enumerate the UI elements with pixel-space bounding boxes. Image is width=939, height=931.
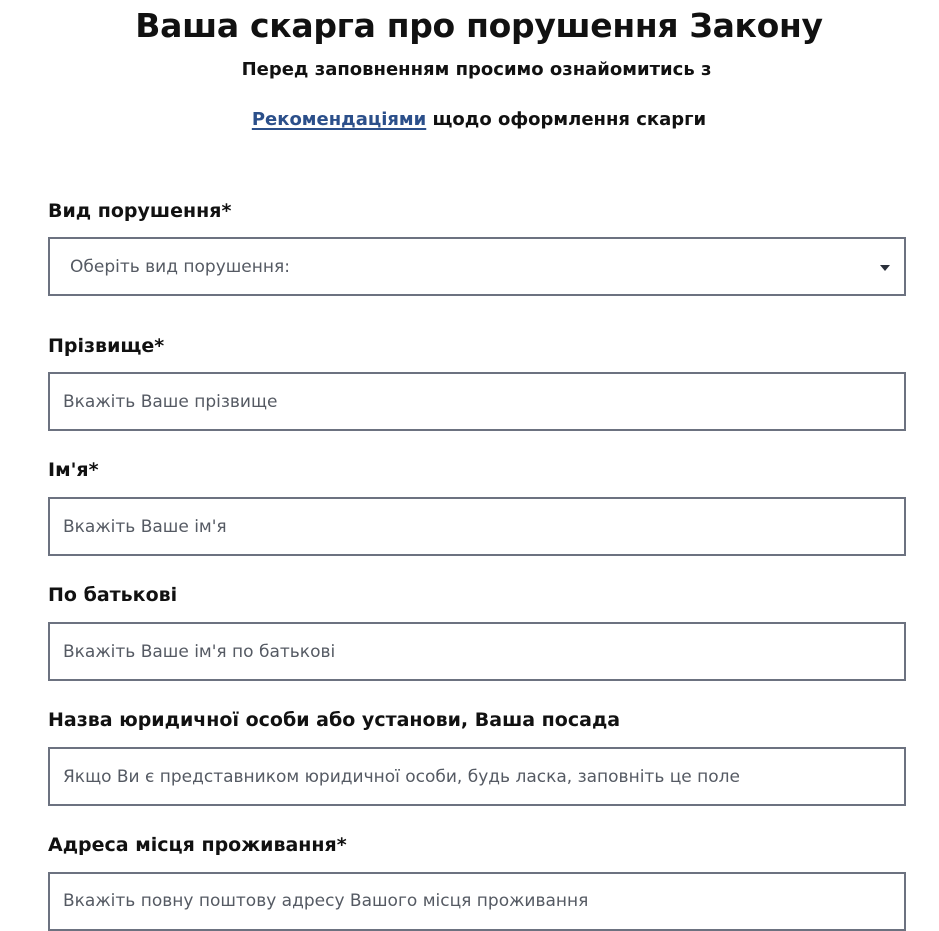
patronymic-input[interactable] bbox=[50, 624, 904, 679]
organization-input[interactable] bbox=[50, 749, 904, 804]
first-name-field-box bbox=[48, 497, 906, 556]
surname-field-box bbox=[48, 372, 906, 431]
intro-text-continued bbox=[0, 108, 939, 132]
address-field-box bbox=[48, 872, 906, 931]
violation-type-select[interactable] bbox=[48, 237, 906, 296]
address-input[interactable] bbox=[50, 874, 904, 927]
caret-down-icon bbox=[880, 265, 890, 271]
violation-type-selected-value: Оберіть вид порушення: bbox=[70, 257, 290, 277]
violation-type-label: Вид порушення* bbox=[48, 200, 232, 222]
patronymic-label: По батькові bbox=[48, 584, 178, 606]
recommendations-link[interactable]: Рекомендаціями bbox=[251, 109, 427, 130]
first-name-input[interactable] bbox=[50, 499, 904, 554]
organization-label: Назва юридичної особи або установи, Ваша посада bbox=[48, 709, 621, 731]
page-title: Ваша скарга про порушення Закону bbox=[135, 6, 823, 45]
address-label: Адреса місця проживання* bbox=[48, 834, 347, 856]
surname-input[interactable] bbox=[50, 374, 904, 429]
organization-field-box bbox=[48, 747, 906, 806]
intro-text-rest: щодо оформлення скарги bbox=[426, 109, 707, 130]
intro-text: Перед заповненням просимо ознайомитись з bbox=[241, 59, 712, 80]
patronymic-field-box bbox=[48, 622, 906, 681]
first-name-label: Ім'я* bbox=[48, 459, 99, 481]
surname-label: Прізвище* bbox=[48, 335, 165, 357]
